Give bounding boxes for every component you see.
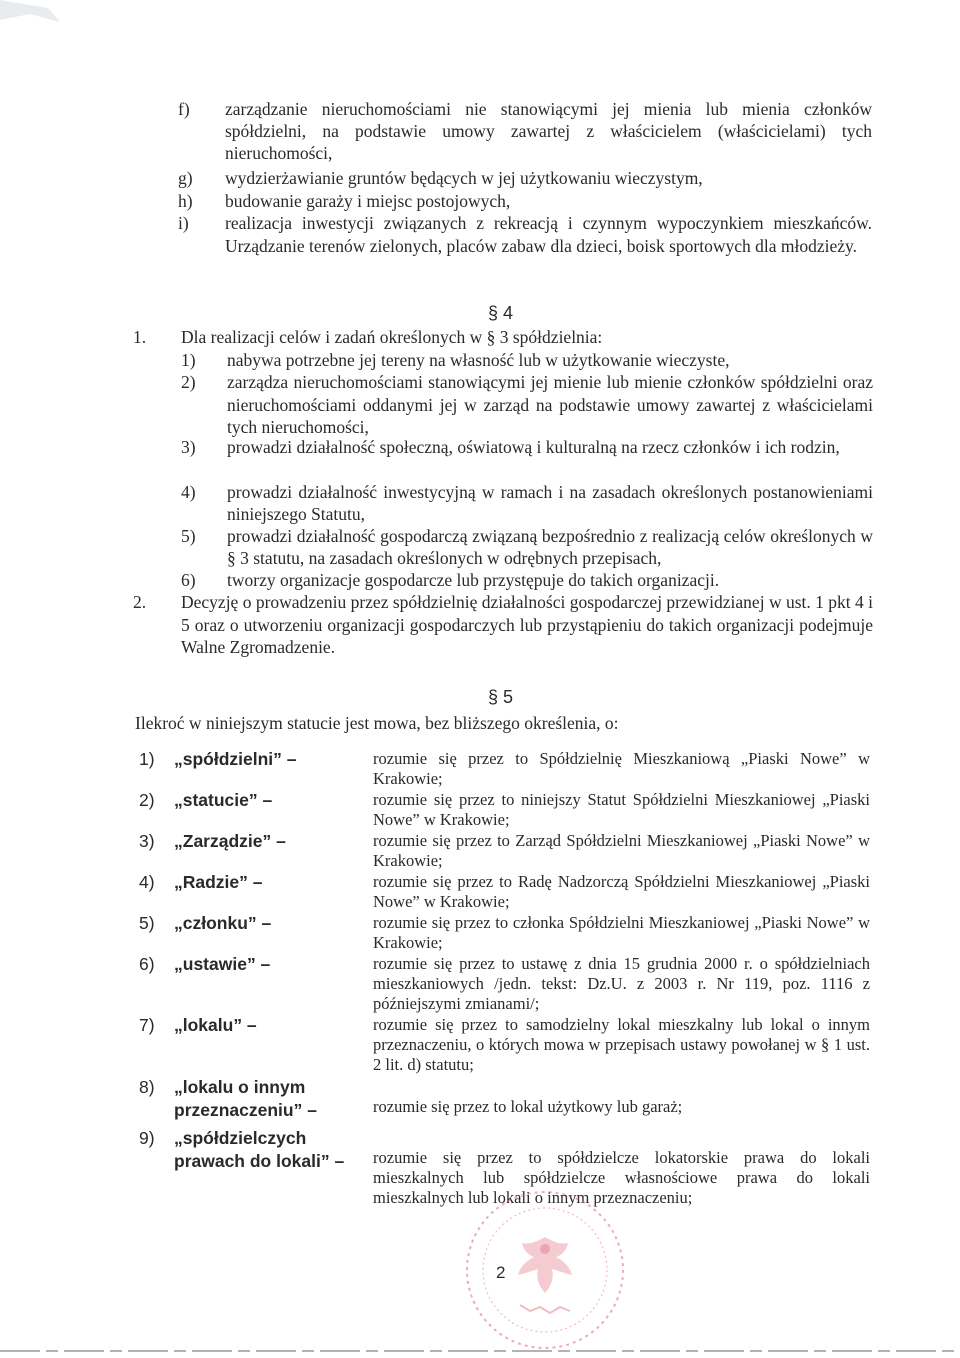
section-heading: § 5 xyxy=(488,687,514,707)
list-item-text: realizacja inwestycji związanych z rekreacją i czynnym wypoczynkiem mieszkańców. Urządzanie terenów zielonych, placów zabaw dla dzieci, boisk sportowych dla młodzieży. xyxy=(225,213,872,256)
definition-number: 4) xyxy=(139,872,155,892)
list-item-text: budowanie garaży i miejsc postojowych, xyxy=(225,191,511,211)
list-item-text: prowadzi działalność społeczną, oświatową i kulturalną na rzecz członków i ich rodzin, xyxy=(227,437,840,457)
definition-text: rozumie się przez to Zarząd Spółdzielni Mieszkaniowej „Piaski Nowe” w Krakowie; xyxy=(373,831,870,870)
definition-number: 2) xyxy=(139,790,155,810)
definition-number: 8) xyxy=(139,1077,155,1097)
list-item-text: prowadzi działalność inwestycyjną w ramach i na zasadach określonych postanowieniami niniejszego Statutu, xyxy=(227,482,873,524)
list-item-label: 1) xyxy=(181,350,196,370)
list-item-label: 5) xyxy=(181,526,196,546)
section-intro: Ilekroć w niniejszym statucie jest mowa, bez bliższego określenia, o: xyxy=(135,713,619,733)
paragraph-number: 2. xyxy=(133,592,147,612)
definition-text: rozumie się przez to Radę Nadzorczą Spółdzielni Mieszkaniowej „Piaski Nowe” w Krakowie; xyxy=(373,872,870,911)
list-item-text: tworzy organizacje gospodarcze lub przystępuje do takich organizacji. xyxy=(227,570,720,590)
definition-text: rozumie się przez to niniejszy Statut Spółdzielni Mieszkaniowej „Piaski Nowe” w Krakowie; xyxy=(373,790,870,829)
definition-term: „spółdzielni” – xyxy=(174,749,297,769)
page-bottom-edge xyxy=(0,1350,960,1352)
definition-number: 1) xyxy=(139,749,155,769)
definition-term: „członku” – xyxy=(174,913,272,933)
definition-term: „lokalu o innym przeznaczeniu” – xyxy=(174,1077,317,1120)
definition-text: rozumie się przez to lokal użytkowy lub garaż; xyxy=(373,1097,683,1116)
list-item-text: wydzierżawianie gruntów będących w jej użytkowaniu wieczystym, xyxy=(225,168,703,188)
definition-number: 9) xyxy=(139,1128,155,1148)
list-item-label: h) xyxy=(178,191,193,211)
definition-term: „spółdzielczych prawach do lokali” – xyxy=(174,1128,345,1171)
definition-term: „Radzie” – xyxy=(174,872,263,892)
definition-term: „lokalu” – xyxy=(174,1015,257,1035)
definition-text: rozumie się przez to ustawę z dnia 15 grudnia 2000 r. o spółdzielniach mieszkaniowych /jedn. tekst: Dz.U. z 2003 r. Nr 119, poz. 1116 z późniejszymi zmianami/; xyxy=(373,954,870,1013)
list-item-label: f) xyxy=(178,99,190,119)
list-item-label: 6) xyxy=(181,570,196,590)
paragraph-text: Decyzję o prowadzeniu przez spółdzielnię działalności gospodarczej przewidzianej w ust. 1 pkt 4 i 5 oraz o utworzeniu organizacji gospodarczych lub przystąpieniu do takich organizacji podejmuje Walne Zgromadzenie. xyxy=(181,592,873,657)
definition-term: „ustawie” – xyxy=(174,954,271,974)
definition-text: rozumie się przez to spółdzielcze lokatorskie prawa do lokali mieszkalnych lub spółdzielcze własnościowe prawa do lokali mieszkalnych lub lokali o innym przeznaczeniu; xyxy=(373,1148,870,1207)
paragraph-intro: Dla realizacji celów i zadań określonych w § 3 spółdzielnia: xyxy=(181,327,603,347)
definition-text: rozumie się przez to samodzielny lokal mieszkalny lub lokal o innym przeznaczeniu, o których mowa w przepisach ustawy powołanej w § 1 ust. 2 lit. d) statutu; xyxy=(373,1015,870,1074)
list-item-label: 3) xyxy=(181,437,196,457)
definition-text: rozumie się przez to Spółdzielnię Mieszkaniową „Piaski Nowe” w Krakowie; xyxy=(373,749,870,788)
list-item-label: i) xyxy=(178,213,189,233)
list-item-text: zarządzanie nieruchomościami nie stanowiącymi jej mienia lub mienia członków spółdzielni, na podstawie umowy zawartej z właścicielem (właścicielami) tych nieruchomości, xyxy=(225,99,872,163)
section-heading: § 4 xyxy=(488,303,514,323)
definition-text: rozumie się przez to członka Spółdzielni Mieszkaniowej „Piaski Nowe” w Krakowie; xyxy=(373,913,870,952)
definition-term: „statucie” – xyxy=(174,790,273,810)
paragraph-number: 1. xyxy=(133,327,147,347)
list-item-label: g) xyxy=(178,168,193,188)
list-item-label: 2) xyxy=(181,372,196,392)
list-item-text: zarządza nieruchomościami stanowiącymi jej mienie lub mienie członków spółdzielni oraz nieruchomościami oddanymi jej w zarząd na podstawie umowy zawartej z właścicielami tych nieruchomości, xyxy=(227,372,873,437)
definition-number: 5) xyxy=(139,913,155,933)
definition-number: 7) xyxy=(139,1015,155,1035)
official-seal-stamp xyxy=(460,1185,630,1355)
definition-number: 6) xyxy=(139,954,155,974)
scan-artifact xyxy=(0,0,70,40)
list-item-text: prowadzi działalność gospodarczą związaną bezpośrednio z realizacją celów określonych w § 3 statutu, na zasadach określonych w odrębnych przepisach, xyxy=(227,526,873,568)
page-number: 2 xyxy=(496,1263,506,1282)
list-item-label: 4) xyxy=(181,482,196,502)
definition-number: 3) xyxy=(139,831,155,851)
definition-term: „Zarządzie” – xyxy=(174,831,286,851)
list-item-text: nabywa potrzebne jej tereny na własność lub w użytkowanie wieczyste, xyxy=(227,350,730,370)
